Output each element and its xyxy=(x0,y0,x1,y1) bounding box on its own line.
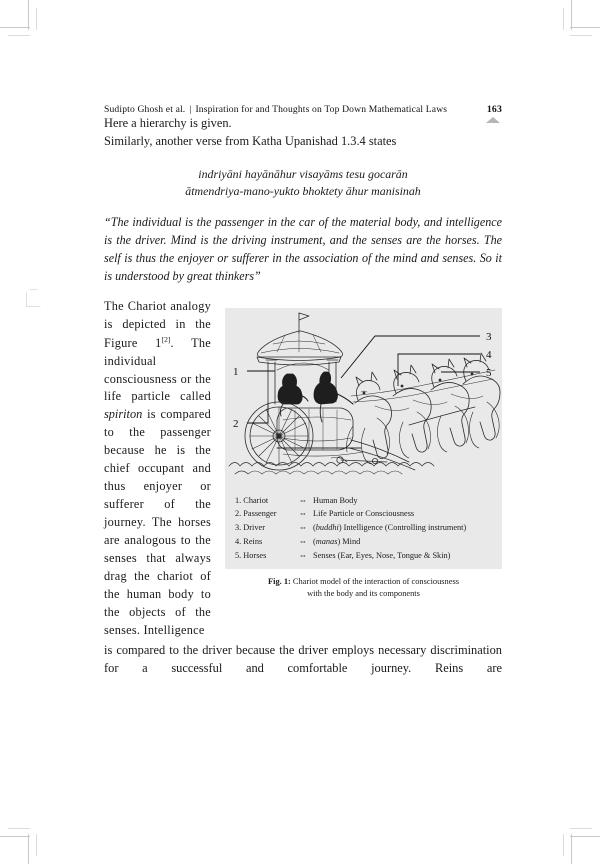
paragraph-similarly: Similarly, another verse from Katha Upanishad 1.3.4 states xyxy=(104,133,397,148)
figure-caption-line-2: with the body and its components xyxy=(307,589,420,599)
running-head xyxy=(104,0,502,115)
figure-legend xyxy=(225,490,502,570)
figure-caption-label: Fig. 1: xyxy=(268,577,291,587)
legend-meaning: (buddhi) Intelligence (Controlling instrument) xyxy=(313,523,467,533)
crop-mark-bottom-left xyxy=(0,804,60,864)
paragraph-intro: Here a hierarchy is given. xyxy=(104,116,232,130)
verse-line-1: indriyāni hayānāhur visayāms tesu gocarān xyxy=(198,166,408,181)
running-head-separator: | xyxy=(189,104,192,115)
sanskrit-verse xyxy=(104,166,502,201)
legend-meaning: Life Particle or Consciousness xyxy=(313,509,415,519)
legend-row xyxy=(235,507,494,521)
figure-caption xyxy=(225,576,502,600)
double-arrow-icon: ⇔ xyxy=(298,508,308,519)
legend-row xyxy=(235,549,494,563)
column-text-part-3: is compared to the passenger because he is the chief occupant and thus enjoyer or sufferer of the journey. The horses are analogous to the senses that always drag the chariot of the human body to the objects of the senses. Intelligence xyxy=(104,407,211,637)
term-spiriton: spiriton xyxy=(104,407,143,422)
triangle-ornament-icon xyxy=(486,117,500,123)
legend-row xyxy=(235,535,494,549)
figure-panel xyxy=(225,308,502,570)
callout-3: 3 xyxy=(486,330,492,343)
running-head-title: Inspiration for and Thoughts on Top Down Mathematical Laws xyxy=(195,104,448,115)
legend-term: 1. Chariot xyxy=(235,495,269,505)
page-number: 163 xyxy=(486,104,502,115)
crop-mark-top-right xyxy=(540,0,600,60)
crop-mark-top-left xyxy=(0,0,60,60)
paragraph-tail: is compared to the driver because the driver employs necessary discrimination for a successful and comfortable journey. Reins are xyxy=(104,642,502,675)
running-head-authors: Sudipto Ghosh et al. xyxy=(104,104,186,115)
verse-line-2: ātmendriya-mano-yukto bhoktety āhur manisinah xyxy=(185,184,421,199)
legend-row xyxy=(235,521,494,535)
block-quote: “The individual is the passenger in the car of the material body, and intelligence is the driver. Mind is the driving instrument, and the senses are the horses. The self is thus the enjoyer or sufferer in the association of the mind and senses. So it is understood by great thinkers” xyxy=(104,215,502,283)
legend-meaning: (manas) Mind xyxy=(313,536,361,546)
callout-1: 1 xyxy=(233,365,239,378)
callout-4: 4 xyxy=(486,348,492,361)
double-arrow-icon: ⇔ xyxy=(298,535,308,546)
double-arrow-icon: ⇔ xyxy=(298,549,308,560)
legend-term: 3. Driver xyxy=(235,523,265,533)
citation-reference: [2] xyxy=(161,334,171,344)
registration-mark-left xyxy=(26,292,41,307)
crop-mark-bottom-right xyxy=(540,804,600,864)
figure-1 xyxy=(225,308,502,601)
legend-term: 2. Passenger xyxy=(235,509,277,519)
callout-5: 5 xyxy=(486,366,492,379)
figure-caption-line-1: Chariot model of the interaction of consciousness xyxy=(292,577,459,587)
double-arrow-icon: ⇔ xyxy=(298,522,308,533)
callout-2: 2 xyxy=(233,417,239,430)
legend-meaning: Senses (Ear, Eyes, Nose, Tongue & Skin) xyxy=(313,550,451,560)
legend-term: 4. Reins xyxy=(235,536,263,546)
chariot-illustration xyxy=(225,308,502,490)
column-text-part-1: The Chariot analogy is depicted in the Figure 1 xyxy=(104,298,211,350)
double-arrow-icon: ⇔ xyxy=(298,494,308,505)
legend-meaning: Human Body xyxy=(313,495,358,505)
legend-term: 5. Horses xyxy=(235,550,267,560)
column-text-part-2: . The individual consciousness or the life particle called xyxy=(104,335,211,404)
legend-row xyxy=(235,494,494,508)
page-content xyxy=(104,0,502,864)
